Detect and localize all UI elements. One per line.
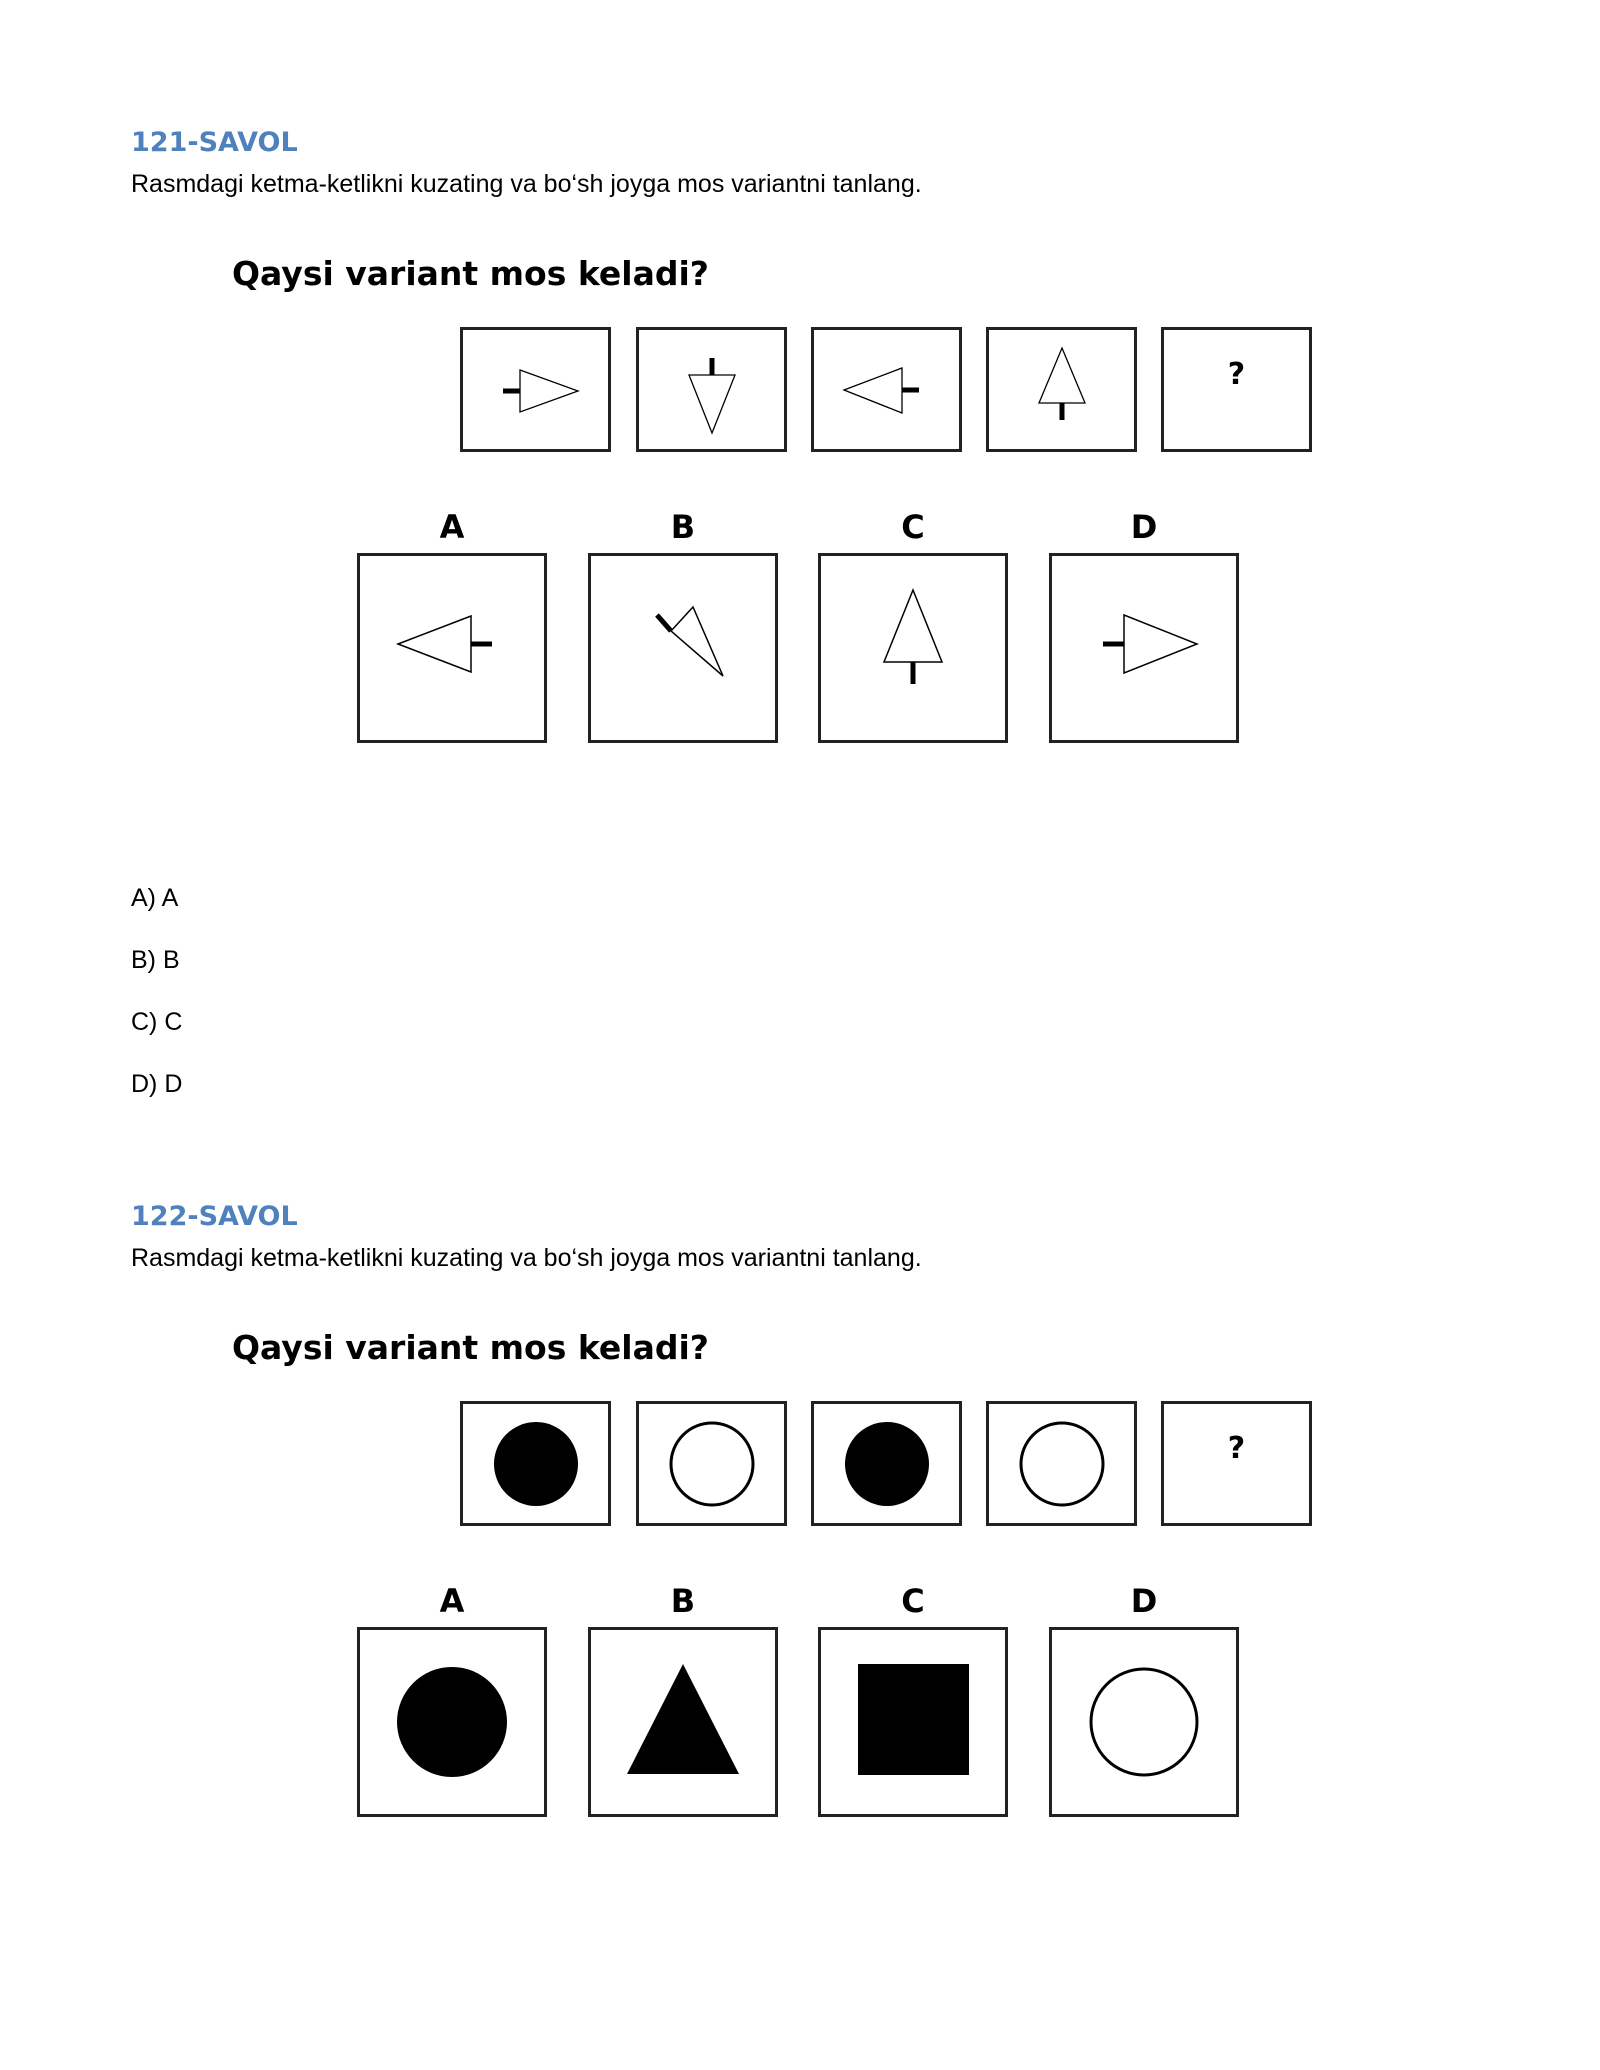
triangle-right-stem-left-icon bbox=[1052, 556, 1236, 740]
triangle-down-stem-up-icon bbox=[639, 330, 784, 449]
sequence-box-4 bbox=[986, 1401, 1137, 1526]
sequence-box-1 bbox=[460, 1401, 611, 1526]
triangle-up-stem-down-icon bbox=[821, 556, 1005, 740]
sequence-box-1 bbox=[460, 327, 611, 452]
filled-circle-icon bbox=[463, 1404, 608, 1523]
option-box-c bbox=[818, 1627, 1008, 1817]
missing-mark: ? bbox=[1227, 357, 1246, 392]
question-title: 121-SAVOL bbox=[131, 127, 298, 158]
figure-heading: Qaysi variant mos keladi? bbox=[232, 1328, 709, 1367]
filled-triangle-icon bbox=[591, 1630, 775, 1814]
sequence-box-missing bbox=[1161, 1401, 1312, 1526]
option-box-c bbox=[818, 553, 1008, 743]
sequence-box-2 bbox=[636, 327, 787, 452]
outline-circle-icon bbox=[1052, 1630, 1236, 1814]
option-box-d bbox=[1049, 1627, 1239, 1817]
sequence-box-missing bbox=[1161, 327, 1312, 452]
sequence-box-2 bbox=[636, 1401, 787, 1526]
option-letter-c: C bbox=[901, 1582, 925, 1620]
option-letter-c: C bbox=[901, 508, 925, 546]
option-letter-d: D bbox=[1130, 508, 1158, 546]
question-title: 122-SAVOL bbox=[131, 1201, 298, 1232]
question-text: Rasmdagi ketma-ketlikni kuzating va bo‘sh joyga mos variantni tanlang. bbox=[131, 170, 922, 198]
option-box-b bbox=[588, 1627, 778, 1817]
option-box-a bbox=[357, 1627, 547, 1817]
question-text: Rasmdagi ketma-ketlikni kuzating va bo‘sh joyga mos variantni tanlang. bbox=[131, 1244, 922, 1272]
figure-heading: Qaysi variant mos keladi? bbox=[232, 254, 709, 293]
triangle-left-stem-right-icon bbox=[360, 556, 544, 740]
answer-choice-b[interactable]: B) B bbox=[131, 946, 180, 974]
option-box-a bbox=[357, 553, 547, 743]
triangle-diagonal-stem-upleft-icon bbox=[591, 556, 775, 740]
option-letter-a: A bbox=[439, 508, 465, 546]
filled-circle-icon bbox=[814, 1404, 959, 1523]
option-box-d bbox=[1049, 553, 1239, 743]
triangle-up-stem-down-icon bbox=[989, 330, 1134, 449]
sequence-box-3 bbox=[811, 327, 962, 452]
option-box-b bbox=[588, 553, 778, 743]
outline-circle-icon bbox=[989, 1404, 1134, 1523]
answer-choice-c[interactable]: C) C bbox=[131, 1008, 183, 1036]
filled-circle-icon bbox=[360, 1630, 544, 1814]
outline-circle-icon bbox=[639, 1404, 784, 1523]
filled-square-icon bbox=[821, 1630, 1005, 1814]
missing-mark: ? bbox=[1227, 1431, 1246, 1466]
option-letter-b: B bbox=[670, 1582, 696, 1620]
answer-choice-d[interactable]: D) D bbox=[131, 1070, 183, 1098]
option-letter-a: A bbox=[439, 1582, 465, 1620]
option-letter-b: B bbox=[670, 508, 696, 546]
triangle-left-stem-right-icon bbox=[814, 330, 959, 449]
sequence-box-4 bbox=[986, 327, 1137, 452]
answer-choice-a[interactable]: A) A bbox=[131, 884, 179, 912]
option-letter-d: D bbox=[1130, 1582, 1158, 1620]
triangle-right-stem-left-icon bbox=[463, 330, 608, 449]
sequence-box-3 bbox=[811, 1401, 962, 1526]
